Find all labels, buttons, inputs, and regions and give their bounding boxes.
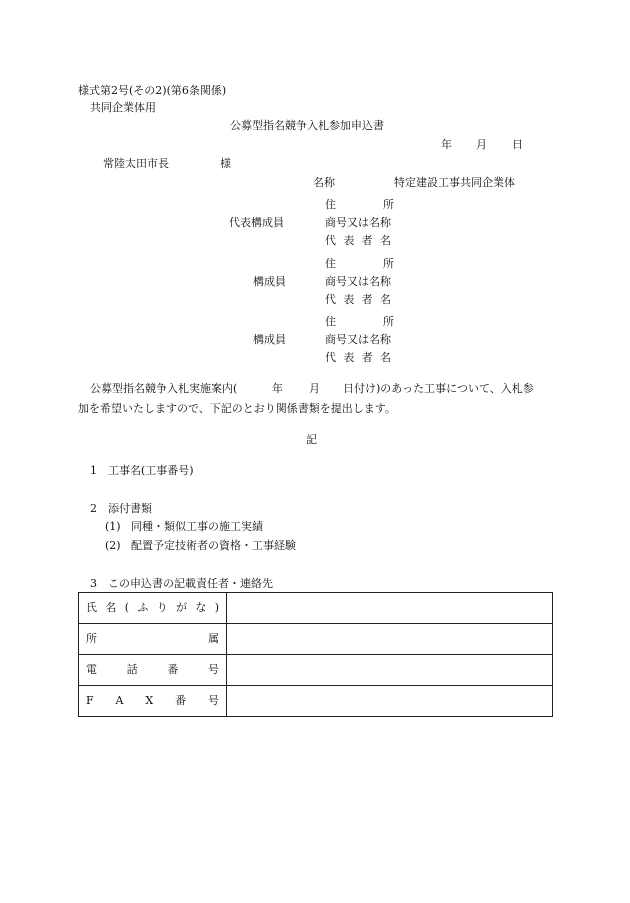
- applicant-name-label: 名称: [313, 176, 335, 189]
- body-line1-month: 月: [309, 382, 320, 395]
- label-char: 所: [383, 315, 394, 328]
- table-row: [79, 686, 553, 717]
- label-char: 名: [379, 293, 391, 306]
- label-char: 電: [86, 663, 97, 677]
- label-char: り: [156, 601, 168, 615]
- form-number: 様式第2号(その2)(第6条関係): [78, 84, 227, 97]
- label-char: (: [124, 601, 129, 615]
- table-row: [79, 593, 553, 624]
- contact-fax-field[interactable]: [227, 686, 553, 717]
- label-char: 話: [126, 663, 138, 677]
- body-line2: 加を希望いたしますので、下記のとおり関係書類を提出します。: [78, 402, 396, 415]
- member-role: 構成員: [253, 275, 286, 288]
- label-char: 者: [361, 234, 373, 247]
- member-representative-label: [325, 351, 391, 364]
- label-char: A: [115, 694, 124, 708]
- label-char: 者: [361, 293, 373, 306]
- member-address-label: [325, 257, 394, 270]
- attachment-item-number: (1): [105, 520, 121, 533]
- contact-label-cell: [79, 686, 227, 717]
- label-char: 表: [343, 234, 355, 247]
- label-char: 所: [86, 632, 97, 646]
- label-char: 属: [208, 632, 219, 646]
- section-title: 工事名(工事番号): [108, 464, 194, 477]
- label-char: 所: [383, 198, 394, 211]
- section-number: 1: [90, 464, 97, 477]
- body-line1-year: 年: [272, 382, 283, 395]
- label-char: が: [176, 601, 188, 615]
- label-char: 者: [361, 351, 373, 364]
- ki-heading: 記: [306, 433, 317, 446]
- label-char: 代: [325, 351, 336, 364]
- table-row: [79, 655, 553, 686]
- label-char: な: [195, 601, 207, 615]
- label-char: 代: [325, 234, 336, 247]
- label-char: ): [214, 601, 219, 615]
- attachment-item-text: 配置予定技術者の資格・工事経験: [131, 539, 296, 552]
- label-char: 表: [343, 351, 355, 364]
- attachment-item-number: (2): [105, 539, 121, 552]
- label-char: 名: [105, 601, 117, 615]
- contact-label-cell: [79, 593, 227, 624]
- label-char: 住: [325, 315, 336, 328]
- date-day-label: 日: [512, 138, 523, 151]
- applicant-name-value: 特定建設工事共同企業体: [394, 176, 515, 189]
- document-title: 公募型指名競争入札参加申込書: [230, 119, 384, 132]
- body-line1-prefix: 公募型指名競争入札実施案内(: [90, 382, 238, 395]
- member-representative-label: [325, 234, 391, 247]
- contact-label-cell: [79, 624, 227, 655]
- label-char: 住: [325, 257, 336, 270]
- label-char: 番: [167, 663, 179, 677]
- label-char: 番: [175, 694, 187, 708]
- contact-table: [78, 592, 553, 717]
- label-char: 名: [379, 351, 391, 364]
- label-char: 号: [207, 663, 219, 677]
- date-month-label: 月: [476, 138, 487, 151]
- section-number: 2: [90, 502, 97, 515]
- date-year-label: 年: [441, 138, 452, 151]
- label-char: 住: [325, 198, 336, 211]
- attachment-item-text: 同種・類似工事の施工実績: [131, 520, 263, 533]
- label-char: 表: [343, 293, 355, 306]
- member-role: 代表構成員: [229, 216, 284, 229]
- label-char: ふ: [137, 601, 149, 615]
- label-char: F: [86, 694, 94, 708]
- label-char: X: [145, 694, 154, 708]
- label-char: 号: [208, 694, 219, 708]
- contact-phone-field[interactable]: [227, 655, 553, 686]
- member-role: 構成員: [253, 333, 286, 346]
- member-address-label: [325, 198, 394, 211]
- addressee-honorific: 様: [220, 157, 231, 170]
- member-company-label: 商号又は名称: [325, 216, 391, 229]
- section-title: 添付書類: [108, 502, 152, 515]
- section-number: 3: [90, 577, 97, 590]
- contact-name-field[interactable]: [227, 593, 553, 624]
- addressee-name: 常陸太田市長: [103, 157, 169, 170]
- form-type: 共同企業体用: [90, 101, 156, 114]
- label-char: 名: [379, 234, 391, 247]
- member-address-label: [325, 315, 394, 328]
- member-company-label: 商号又は名称: [325, 333, 391, 346]
- contact-label-cell: [79, 655, 227, 686]
- member-representative-label: [325, 293, 391, 306]
- label-char: 氏: [86, 601, 97, 615]
- contact-affiliation-field[interactable]: [227, 624, 553, 655]
- section-title: この申込書の記載責任者・連絡先: [108, 577, 273, 590]
- label-char: 代: [325, 293, 336, 306]
- table-row: [79, 624, 553, 655]
- body-line1-suffix: 日付け)のあった工事について、入札参: [343, 382, 534, 395]
- member-company-label: 商号又は名称: [325, 275, 391, 288]
- label-char: 所: [383, 257, 394, 270]
